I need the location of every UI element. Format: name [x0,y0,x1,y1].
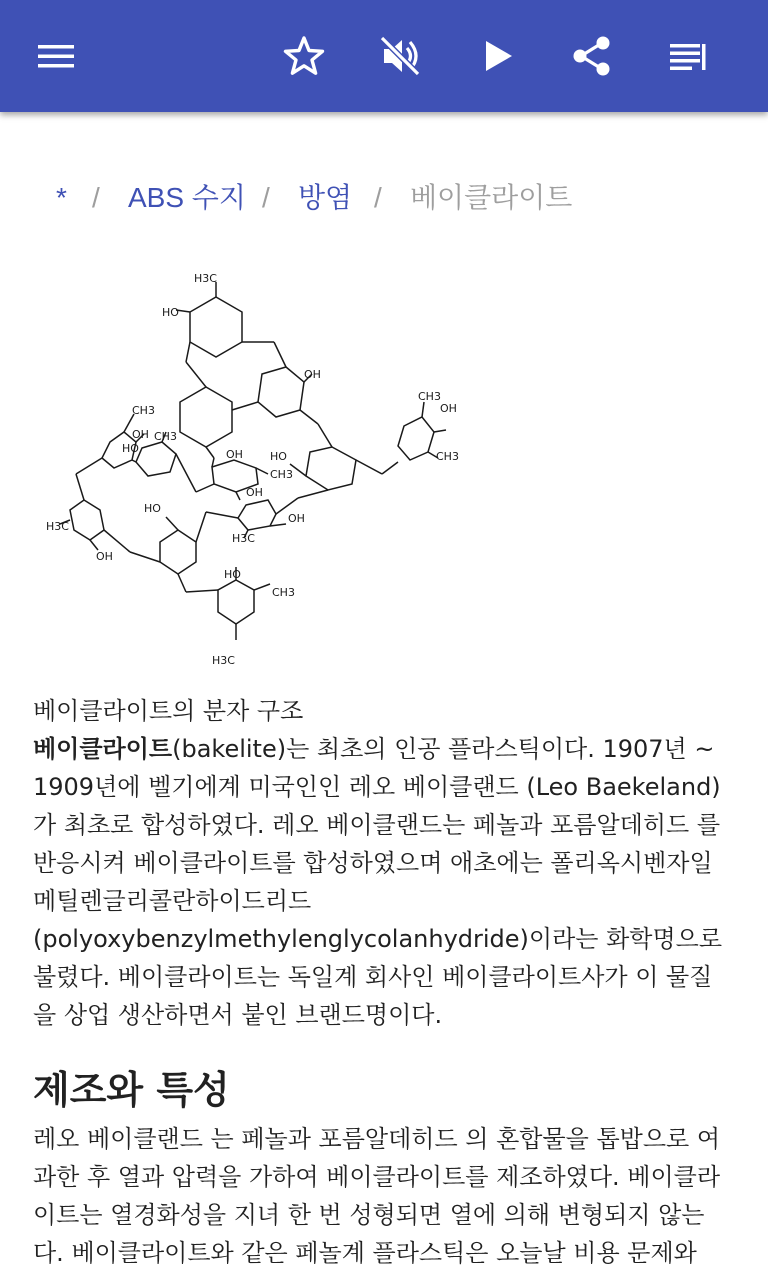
label-oh: OH [440,402,457,415]
mute-button[interactable] [372,28,428,84]
breadcrumb-item-abs[interactable]: ABS 수지 [128,182,246,213]
label-oh: OH [246,486,263,499]
menu-button[interactable] [28,28,84,84]
article-content [33,692,735,1272]
play-icon [478,36,518,76]
label-ho: HO [162,306,179,319]
share-button[interactable] [564,28,620,84]
star-icon [282,34,326,78]
label-oh: OH [304,368,321,381]
label-h3c: H3C [46,520,69,533]
label-ho: HO [122,442,139,455]
label-ch3: CH3 [132,404,155,417]
article-term: 베이클라이트 [33,735,173,763]
bakelite-structure-image [36,262,476,672]
menu-icon [36,36,76,76]
breadcrumb-separator: / [92,182,100,213]
label-ho: HO [144,502,161,515]
label-oh: OH [226,448,243,461]
label-h3c: H3C [212,654,235,667]
breadcrumb-current: 베이클라이트 [410,182,573,213]
label-ho: HO [270,450,287,463]
intro-text: (bakelite)는 최초의 인공 플라스틱이다. 1907년 ~ 1909년에 벨기에계 미국인인 레오 베이클랜드 (Leo Baekeland)가 최초로 합성하였다. 레오 베이클랜드는 페놀과 포름알데히드 를 반응시켜 베이클라이트를 합성하였으며 애초에는 폴리옥시벤자일메틸렌글리콜란하이드리드 (polyoxybenzylmethylenglycolanhydride)이라는 화학명으로 불렸다. 베이클라이트는 독일계 회사인 베이클라이트사가 이 물질을 상업 생산하면서 붙인 브랜드명이다. [33,735,723,1029]
label-ch3: CH3 [272,586,295,599]
bookmark-button[interactable] [276,28,332,84]
breadcrumb-separator: / [374,182,382,213]
label-h3c: H3C [194,272,217,285]
playlist-button[interactable] [660,28,716,84]
app-bar [0,0,768,112]
label-h3c: H3C [232,532,255,545]
label-ch3: CH3 [270,468,293,481]
label-ch3: CH3 [436,450,459,463]
share-icon [570,34,614,78]
label-oh: OH [96,550,113,563]
label-ch3: CH3 [154,430,177,443]
label-ch3: CH3 [418,390,441,403]
label-oh: OH [288,512,305,525]
playlist-icon [668,36,708,76]
label-oh: OH [132,428,149,441]
figure-caption: 베이클라이트의 분자 구조 [33,697,304,725]
breadcrumb-separator: / [262,182,270,213]
play-button[interactable] [470,28,526,84]
breadcrumb-item-home[interactable]: * [56,182,67,213]
volume-mute-icon [378,34,422,78]
breadcrumb-item-flame-retardant[interactable]: 방염 [298,182,353,213]
intro-paragraph [33,730,735,1034]
section-heading: 제조와 특성 [33,1068,230,1112]
label-ho: HO [224,568,241,581]
section-paragraph: 레오 베이클랜드 는 페놀과 포름알데히드 의 혼합물을 톱밥으로 여과한 후 열과 압력을 가하여 베이클라이트를 제조하였다. 베이클라이트는 열경화성을 지녀 한 번 성형되면 열에 의해 변형되지 않는다. 베이클라이트와 같은 페놀계 플라스틱은 오늘날 비용 문제와 [33,1125,720,1267]
